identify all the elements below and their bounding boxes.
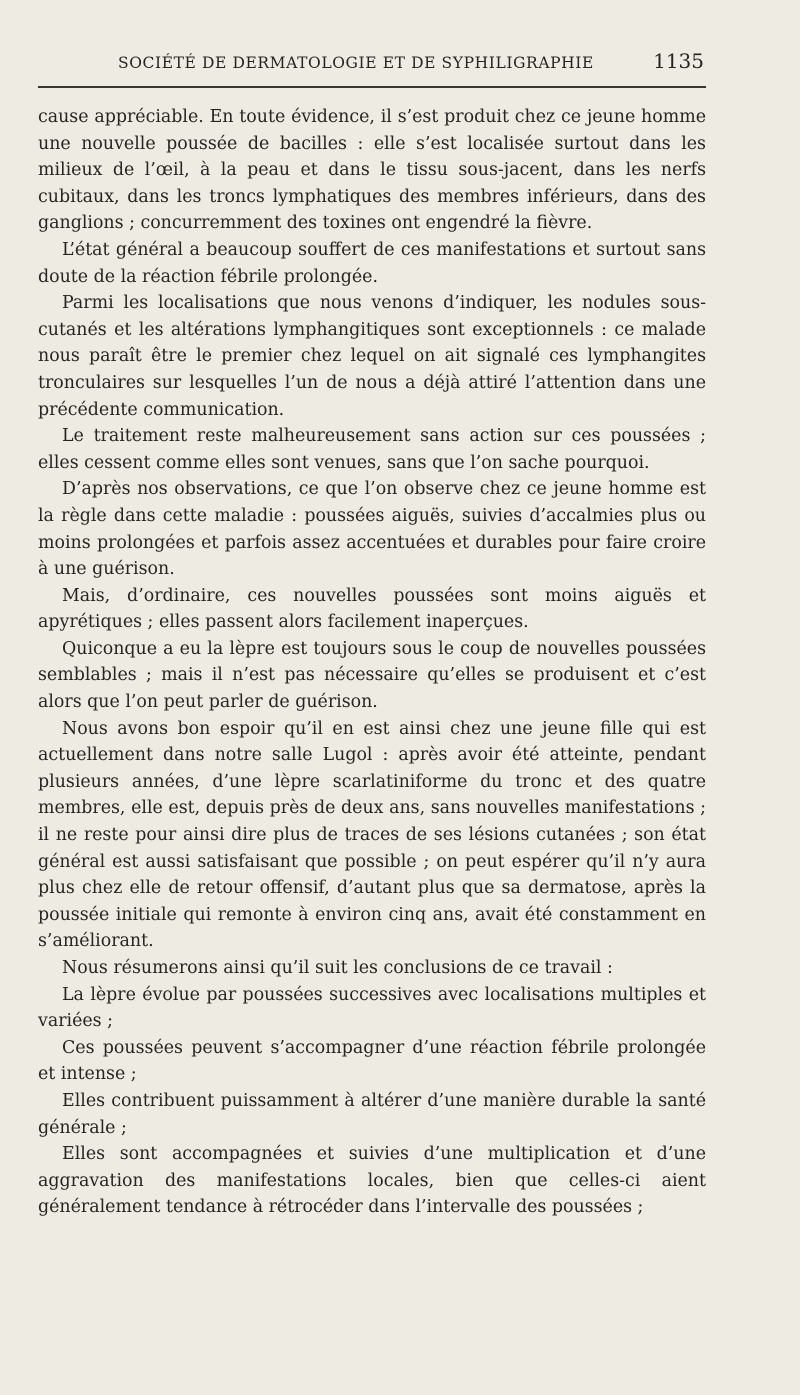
paragraph: Parmi les localisations que nous venons d’indiquer, les nodules sous-cutanés et les altérations lymphangitiques sont exceptionnels : ce malade nous paraît être le premier chez lequel on ait signalé ces lymphangites tronculaires sur lesquelles l’un de nous a déjà attiré l’attention dans une précédente communication. bbox=[38, 293, 706, 420]
paragraph: D’après nos observations, ce que l’on observe chez ce jeune homme est la règle dans cette maladie : poussées aiguës, suivies d’accalmies plus ou moins prolongées et parfois assez accentuées et durables pour faire croire à une guérison. bbox=[38, 479, 706, 580]
paragraph: Nous résumerons ainsi qu’il suit les conclusions de ce travail : bbox=[62, 958, 613, 978]
header-rule bbox=[38, 86, 706, 88]
conclusion-item: Elles contribuent puissamment à altérer d’une manière durable la santé générale ; bbox=[38, 1090, 706, 1138]
running-title: SOCIÉTÉ DE DERMATOLOGIE ET DE SYPHILIGRAPHIE bbox=[118, 54, 594, 72]
document-page bbox=[38, 44, 706, 1221]
running-head bbox=[38, 44, 706, 80]
conclusion-item: Elles sont accompagnées et suivies d’une multiplication et d’une aggravation des manifestations locales, bien que celles-ci aient généralement tendance à rétrocéder dans l’intervalle des poussées ; bbox=[38, 1144, 706, 1218]
paragraph: L’état général a beaucoup souffert de ces manifestations et surtout sans doute de la réaction fébrile prolongée. bbox=[38, 239, 706, 287]
conclusion-item: La lèpre évolue par poussées successives avec localisations multiples et variées ; bbox=[38, 984, 706, 1032]
page-number: 1135 bbox=[653, 49, 704, 73]
paragraph: Mais, d’ordinaire, ces nouvelles poussées sont moins aiguës et apyrétiques ; elles passent alors facilement inaperçues. bbox=[38, 585, 706, 633]
body-text bbox=[38, 104, 706, 1221]
paragraph: Quiconque a eu la lèpre est toujours sous le coup de nouvelles poussées semblables ; mais il n’est pas nécessaire qu’elles se produisent et c’est alors que l’on peut parler de guérison. bbox=[38, 638, 706, 713]
paragraph: Le traitement reste malheureusement sans action sur ces poussées ; elles cessent comme elles sont venues, sans que l’on sache pourquoi. bbox=[38, 426, 706, 473]
paragraph: Nous avons bon espoir qu’il en est ainsi chez une jeune fille qui est actuellement dans notre salle Lugol : après avoir été atteinte, pendant plusieurs années, d’une lèpre scarlatiniforme du tronc et des quatre membres, elle est, depuis près de deux ans, sans nouvelles manifestations ; il ne reste pour ainsi dire plus de traces de ses lésions cutanées ; son état général est aussi satisfaisant que possible ; on peut espérer qu’il n’y aura plus chez elle de retour offensif, d’autant plus que sa dermatose, après la poussée initiale qui remonte à environ cinq ans, avait été constamment en s’améliorant. bbox=[38, 718, 706, 952]
conclusion-item: Ces poussées peuvent s’accompagner d’une réaction fébrile prolongée et intense ; bbox=[38, 1037, 706, 1085]
paragraph: cause appréciable. En toute évidence, il s’est produit chez ce jeune homme une nouvelle poussée de bacilles : elle s’est localisée surtout dans les milieux de l’œil, à la peau et dans le tissu sous-jacent, dans les nerfs cubitaux, dans les troncs lymphatiques des membres inférieurs, dans des ganglions ; concurremment des toxines ont engendré la fièvre. bbox=[38, 107, 706, 234]
